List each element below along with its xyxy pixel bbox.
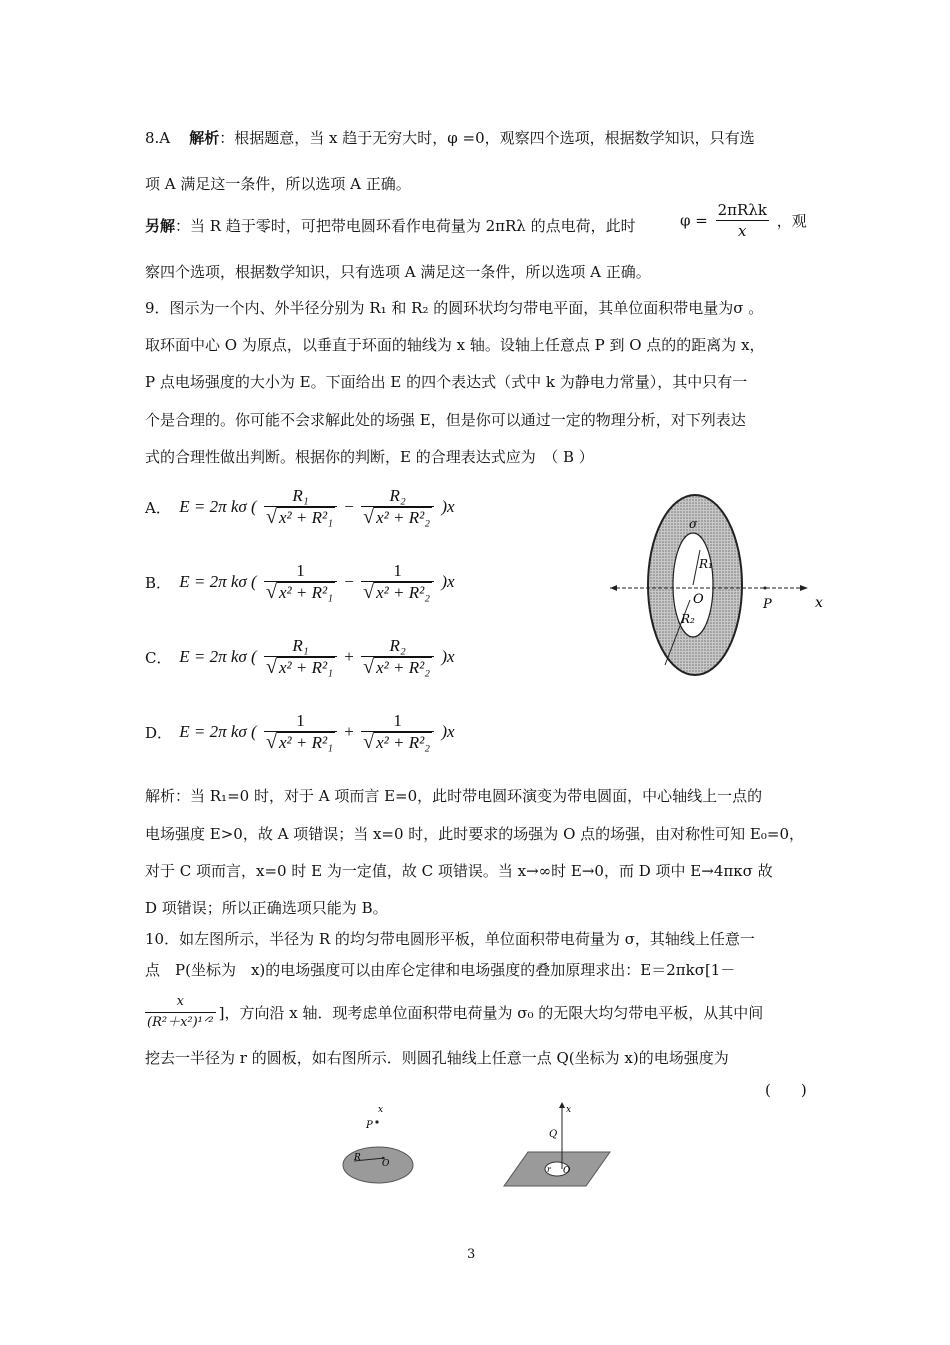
q9-analysis-3: 对于 C 项而言，x=0 时 E 为一定值，故 C 项错误。当 x→∞时 E→0，而 D 项中 E→4πκσ 故 xyxy=(145,862,773,880)
option-a-frac-1: R₁ √ x² + R²₁ xyxy=(264,486,337,528)
fig-point-dot xyxy=(764,587,767,590)
option-d-rad-2: x² + R²₂ xyxy=(376,733,431,752)
q8-label: 8.A xyxy=(145,129,171,147)
q8-alt-tail: ，观 xyxy=(776,212,807,230)
option-a-num-2: R₂ xyxy=(361,486,434,507)
x-axis-left-tick-icon xyxy=(610,585,617,591)
option-c-num-1: R₁ xyxy=(264,636,337,657)
q8-alt-formula xyxy=(680,200,807,241)
option-c-prefix: E = 2π kσ ( xyxy=(179,647,257,666)
q10-answer-paren: ( ) xyxy=(765,1081,807,1099)
option-d-num-1: 1 xyxy=(264,711,337,732)
option-a-frac-2: R₂ √ x² + R²₂ xyxy=(361,486,434,528)
q10-left-figure xyxy=(340,1100,420,1195)
option-c-op: + xyxy=(344,647,354,666)
option-a-num-1: R₁ xyxy=(264,486,337,507)
q9-option-b xyxy=(145,561,455,603)
q9-option-c xyxy=(145,636,455,678)
option-b-suffix: )x xyxy=(441,572,455,591)
fig-axis-label: x xyxy=(815,595,823,611)
option-a-suffix: )x xyxy=(441,497,455,516)
point-p-dot xyxy=(375,1120,378,1123)
option-a-rad-2: x² + R²₂ xyxy=(376,508,431,527)
option-c-frac-1: R₁ √ x² + R²₁ xyxy=(264,636,337,678)
option-c-num-2: R₂ xyxy=(361,636,434,657)
option-b-op: − xyxy=(344,572,354,591)
q10-fraction xyxy=(145,992,216,1033)
q8-alt-num: 2πRλk xyxy=(717,201,767,219)
option-b-label: B． xyxy=(145,573,172,592)
fig-point-label: P xyxy=(763,597,772,612)
q8-alt-den: x xyxy=(738,222,747,240)
left-radius-label: R xyxy=(354,1153,361,1163)
left-point-label: P xyxy=(366,1120,373,1131)
q9-option-d xyxy=(145,711,455,753)
q8-phi: φ = xyxy=(680,211,708,230)
q8-alt-line-1 xyxy=(145,216,636,236)
q9-line-1: 9．图示为一个内、外半径分别为 R₁ 和 R₂ 的圆环状均匀带电平面，其单位面积带电量为σ 。 xyxy=(145,299,764,317)
fig-r1-label: R₁ xyxy=(699,557,713,571)
option-b-frac-1: 1 √ x² + R²₁ xyxy=(264,561,337,603)
option-a-rad-1: x² + R²₁ xyxy=(278,508,333,527)
left-origin-label: O xyxy=(382,1159,390,1169)
left-axis-label: x xyxy=(378,1105,384,1115)
q8-line-2: 项 A 满足这一条件，所以选项 A 正确。 xyxy=(145,175,411,193)
option-d-rad-1: x² + R²₁ xyxy=(278,733,333,752)
x-axis-arrow-icon xyxy=(800,585,808,591)
option-d-prefix: E = 2π kσ ( xyxy=(179,722,257,741)
option-c-label: C． xyxy=(145,648,172,667)
q8-alt-fraction xyxy=(716,200,769,241)
q10-frac-num: x xyxy=(145,992,216,1013)
right-point-label: Q xyxy=(549,1129,558,1140)
option-d-num-2: 1 xyxy=(361,711,434,732)
option-a-prefix: E = 2π kσ ( xyxy=(179,497,257,516)
fig-sigma-label: σ xyxy=(689,517,698,531)
option-c-frac-2: R₂ √ x² + R²₂ xyxy=(361,636,434,678)
option-b-prefix: E = 2π kσ ( xyxy=(179,572,257,591)
q10-line-3 xyxy=(145,992,763,1033)
q9-line-5: 式的合理性做出判断。根据你的判断，E 的合理表达式应为 （ B ） xyxy=(145,448,594,466)
option-d-suffix: )x xyxy=(441,722,455,741)
q8-alt-text: ：当 R 趋于零时，可把带电圆环看作电荷量为 2πRλ 的点电荷，此时 xyxy=(175,217,636,235)
q8-line-1-text: ：根据题意，当 x 趋于无穷大时，φ =0，观察四个选项，根据数学知识，只有选 xyxy=(219,129,755,147)
right-radius-label: r xyxy=(547,1165,551,1174)
option-d-label: D． xyxy=(145,723,173,742)
q9-line-2: 取环面中心 O 为原点，以垂直于环面的轴线为 x 轴。设轴上任意点 P 到 O 点的的距离为 x， xyxy=(145,336,765,354)
q9-line-4: 个是合理的。你可能不会求解此处的场强 E，但是你可以通过一定的物理分析，对下列表达 xyxy=(145,411,746,429)
q9-analysis-2: 电场强度 E>0，故 A 项错误；当 x=0 时，此时要求的场强为 O 点的场强，由对称性可知 E₀=0， xyxy=(145,825,804,843)
page-number: 3 xyxy=(467,1247,476,1262)
option-c-rad-2: x² + R²₂ xyxy=(376,658,431,677)
option-b-rad-1: x² + R²₁ xyxy=(278,583,333,602)
q9-analysis-4: D 项错误；所以正确选项只能为 B。 xyxy=(145,899,388,917)
q8-alt-label: 另解 xyxy=(145,217,176,235)
option-d-frac-1: 1 √ x² + R²₁ xyxy=(264,711,337,753)
option-a-label: A． xyxy=(145,498,171,517)
option-c-suffix: )x xyxy=(441,647,455,666)
right-axis-label: x xyxy=(566,1105,572,1115)
q9-line-3: P 点电场强度的大小为 E。下面给出 E 的四个表达式（式中 k 为静电力常量），其中只有一 xyxy=(145,373,748,391)
option-b-rad-2: x² + R²₂ xyxy=(376,583,431,602)
q10-line-3-text: ]，方向沿 x 轴．现考虑单位面积带电荷量为 σ₀ 的无限大均匀带电平板，从其中间 xyxy=(218,1004,764,1022)
option-c-rad-1: x² + R²₁ xyxy=(278,658,333,677)
q9-option-a xyxy=(145,486,455,528)
option-a-op: − xyxy=(344,497,354,516)
q8-analysis-label: 解析 xyxy=(189,129,220,147)
ring-figure xyxy=(605,490,840,690)
q8-alt-line-2: 察四个选项，根据数学知识，只有选项 A 满足这一条件，所以选项 A 正确。 xyxy=(145,263,651,281)
q10-line-1: 10．如左图所示，半径为 R 的均匀带电圆形平板，单位面积带电荷量为 σ，其轴线上任意一 xyxy=(145,930,755,948)
q9-analysis-1: 解析：当 R₁=0 时，对于 A 项而言 E=0，此时带电圆环演变为带电圆面，中心轴线上一点的 xyxy=(145,787,763,805)
option-d-frac-2: 1 √ x² + R²₂ xyxy=(361,711,434,753)
q10-frac-den: (R²＋x²)¹ᐟ² xyxy=(147,1015,214,1030)
right-axis-arrow-icon xyxy=(559,1102,565,1108)
option-b-num-2: 1 xyxy=(361,561,434,582)
fig-r2-label: R₂ xyxy=(681,612,695,626)
option-b-num-1: 1 xyxy=(264,561,337,582)
option-b-frac-2: 1 √ x² + R²₂ xyxy=(361,561,434,603)
right-origin-label: O xyxy=(563,1166,571,1176)
fig-origin-label: O xyxy=(693,592,704,607)
q10-line-4: 挖去一半径为 r 的圆板，如右图所示．则圆孔轴线上任意一点 Q(坐标为 x)的电场强度为 xyxy=(145,1049,729,1067)
q10-line-2: 点 P(坐标为 x)的电场强度可以由库仑定律和电场强度的叠加原理求出：E＝2πkσ[1－ xyxy=(145,961,736,979)
q10-right-figure xyxy=(500,1100,615,1195)
option-d-op: + xyxy=(344,722,354,741)
q8-line-1 xyxy=(145,128,755,148)
